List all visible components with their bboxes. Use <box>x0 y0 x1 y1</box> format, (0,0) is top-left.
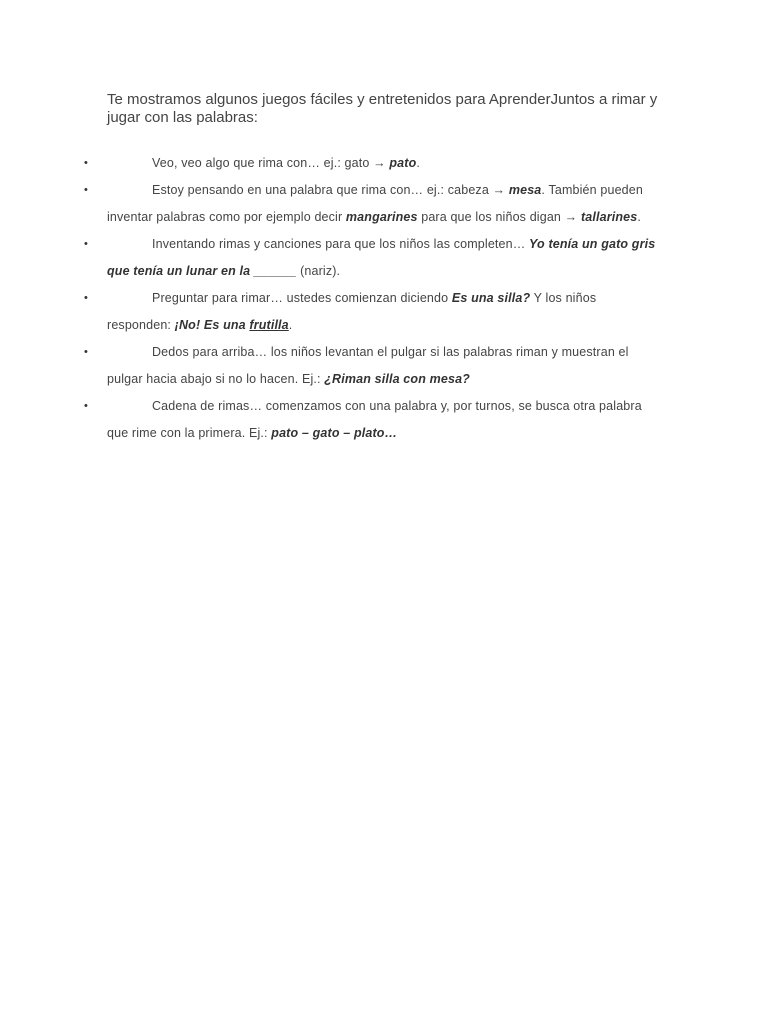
rhyme-games-list <box>0 150 768 447</box>
item-text: para que los niños digan → <box>417 210 581 224</box>
item-text: Preguntar para rimar… ustedes comienzan diciendo <box>152 291 452 305</box>
item-text: Cadena de rimas… comenzamos con una palabra y, por turnos, se busca otra palabra que rime con la primera. Ej.: <box>107 399 642 440</box>
item-text: . <box>288 318 293 332</box>
bullet-icon: • <box>84 184 88 196</box>
item-text: Inventando rimas y canciones para que los niños las completen… <box>152 237 530 251</box>
emphasis-text: pato – gato – plato… <box>271 426 398 440</box>
bullet-icon: • <box>84 346 88 358</box>
bullet-icon: • <box>84 157 88 169</box>
list-item-text <box>107 231 659 285</box>
item-text: Y los niños responden: <box>107 291 597 332</box>
emphasis-text: pato <box>389 156 417 170</box>
list-item <box>0 150 768 177</box>
emphasis-text: ¿Riman silla con mesa? <box>324 372 470 386</box>
emphasis-text: Yo tenía un gato gris que tenía un lunar en la ______ <box>107 237 656 278</box>
emphasis-text: tallarines <box>580 210 638 224</box>
list-item-text <box>107 393 659 447</box>
item-text: Veo, veo algo que rima con… ej.: gato → <box>152 156 390 170</box>
list-item-text <box>107 150 659 177</box>
item-text: . <box>637 210 641 224</box>
list-item-text <box>107 177 659 231</box>
list-item <box>0 339 768 393</box>
underlined-emphasis-text: frutilla <box>249 318 289 332</box>
bullet-icon: • <box>84 292 88 304</box>
bullet-icon: • <box>84 238 88 250</box>
item-text: (nariz). <box>296 264 341 278</box>
list-item <box>0 285 768 339</box>
list-item <box>0 393 768 447</box>
emphasis-text: mesa <box>508 183 542 197</box>
intro-paragraph: Te mostramos algunos juegos fáciles y entretenidos para AprenderJuntos a rimar y jugar con las palabras: <box>107 91 658 126</box>
item-text: . También pueden inventar palabras como por ejemplo decir <box>107 183 643 224</box>
list-item-text <box>107 339 659 393</box>
item-text: . <box>416 156 421 170</box>
emphasis-text: Es una silla? <box>451 291 531 305</box>
item-text: Dedos para arriba… los niños levantan el pulgar si las palabras riman y muestran el pulgar hacia abajo si no lo hacen. Ej.: <box>107 345 629 386</box>
emphasis-text: ¡No! Es una <box>174 318 250 332</box>
bullet-icon: • <box>84 400 88 412</box>
list-item-text <box>107 285 659 339</box>
emphasis-text: mangarines <box>345 210 418 224</box>
list-item <box>0 177 768 231</box>
list-item <box>0 231 768 285</box>
item-text: Estoy pensando en una palabra que rima con… ej.: cabeza → <box>152 183 509 197</box>
